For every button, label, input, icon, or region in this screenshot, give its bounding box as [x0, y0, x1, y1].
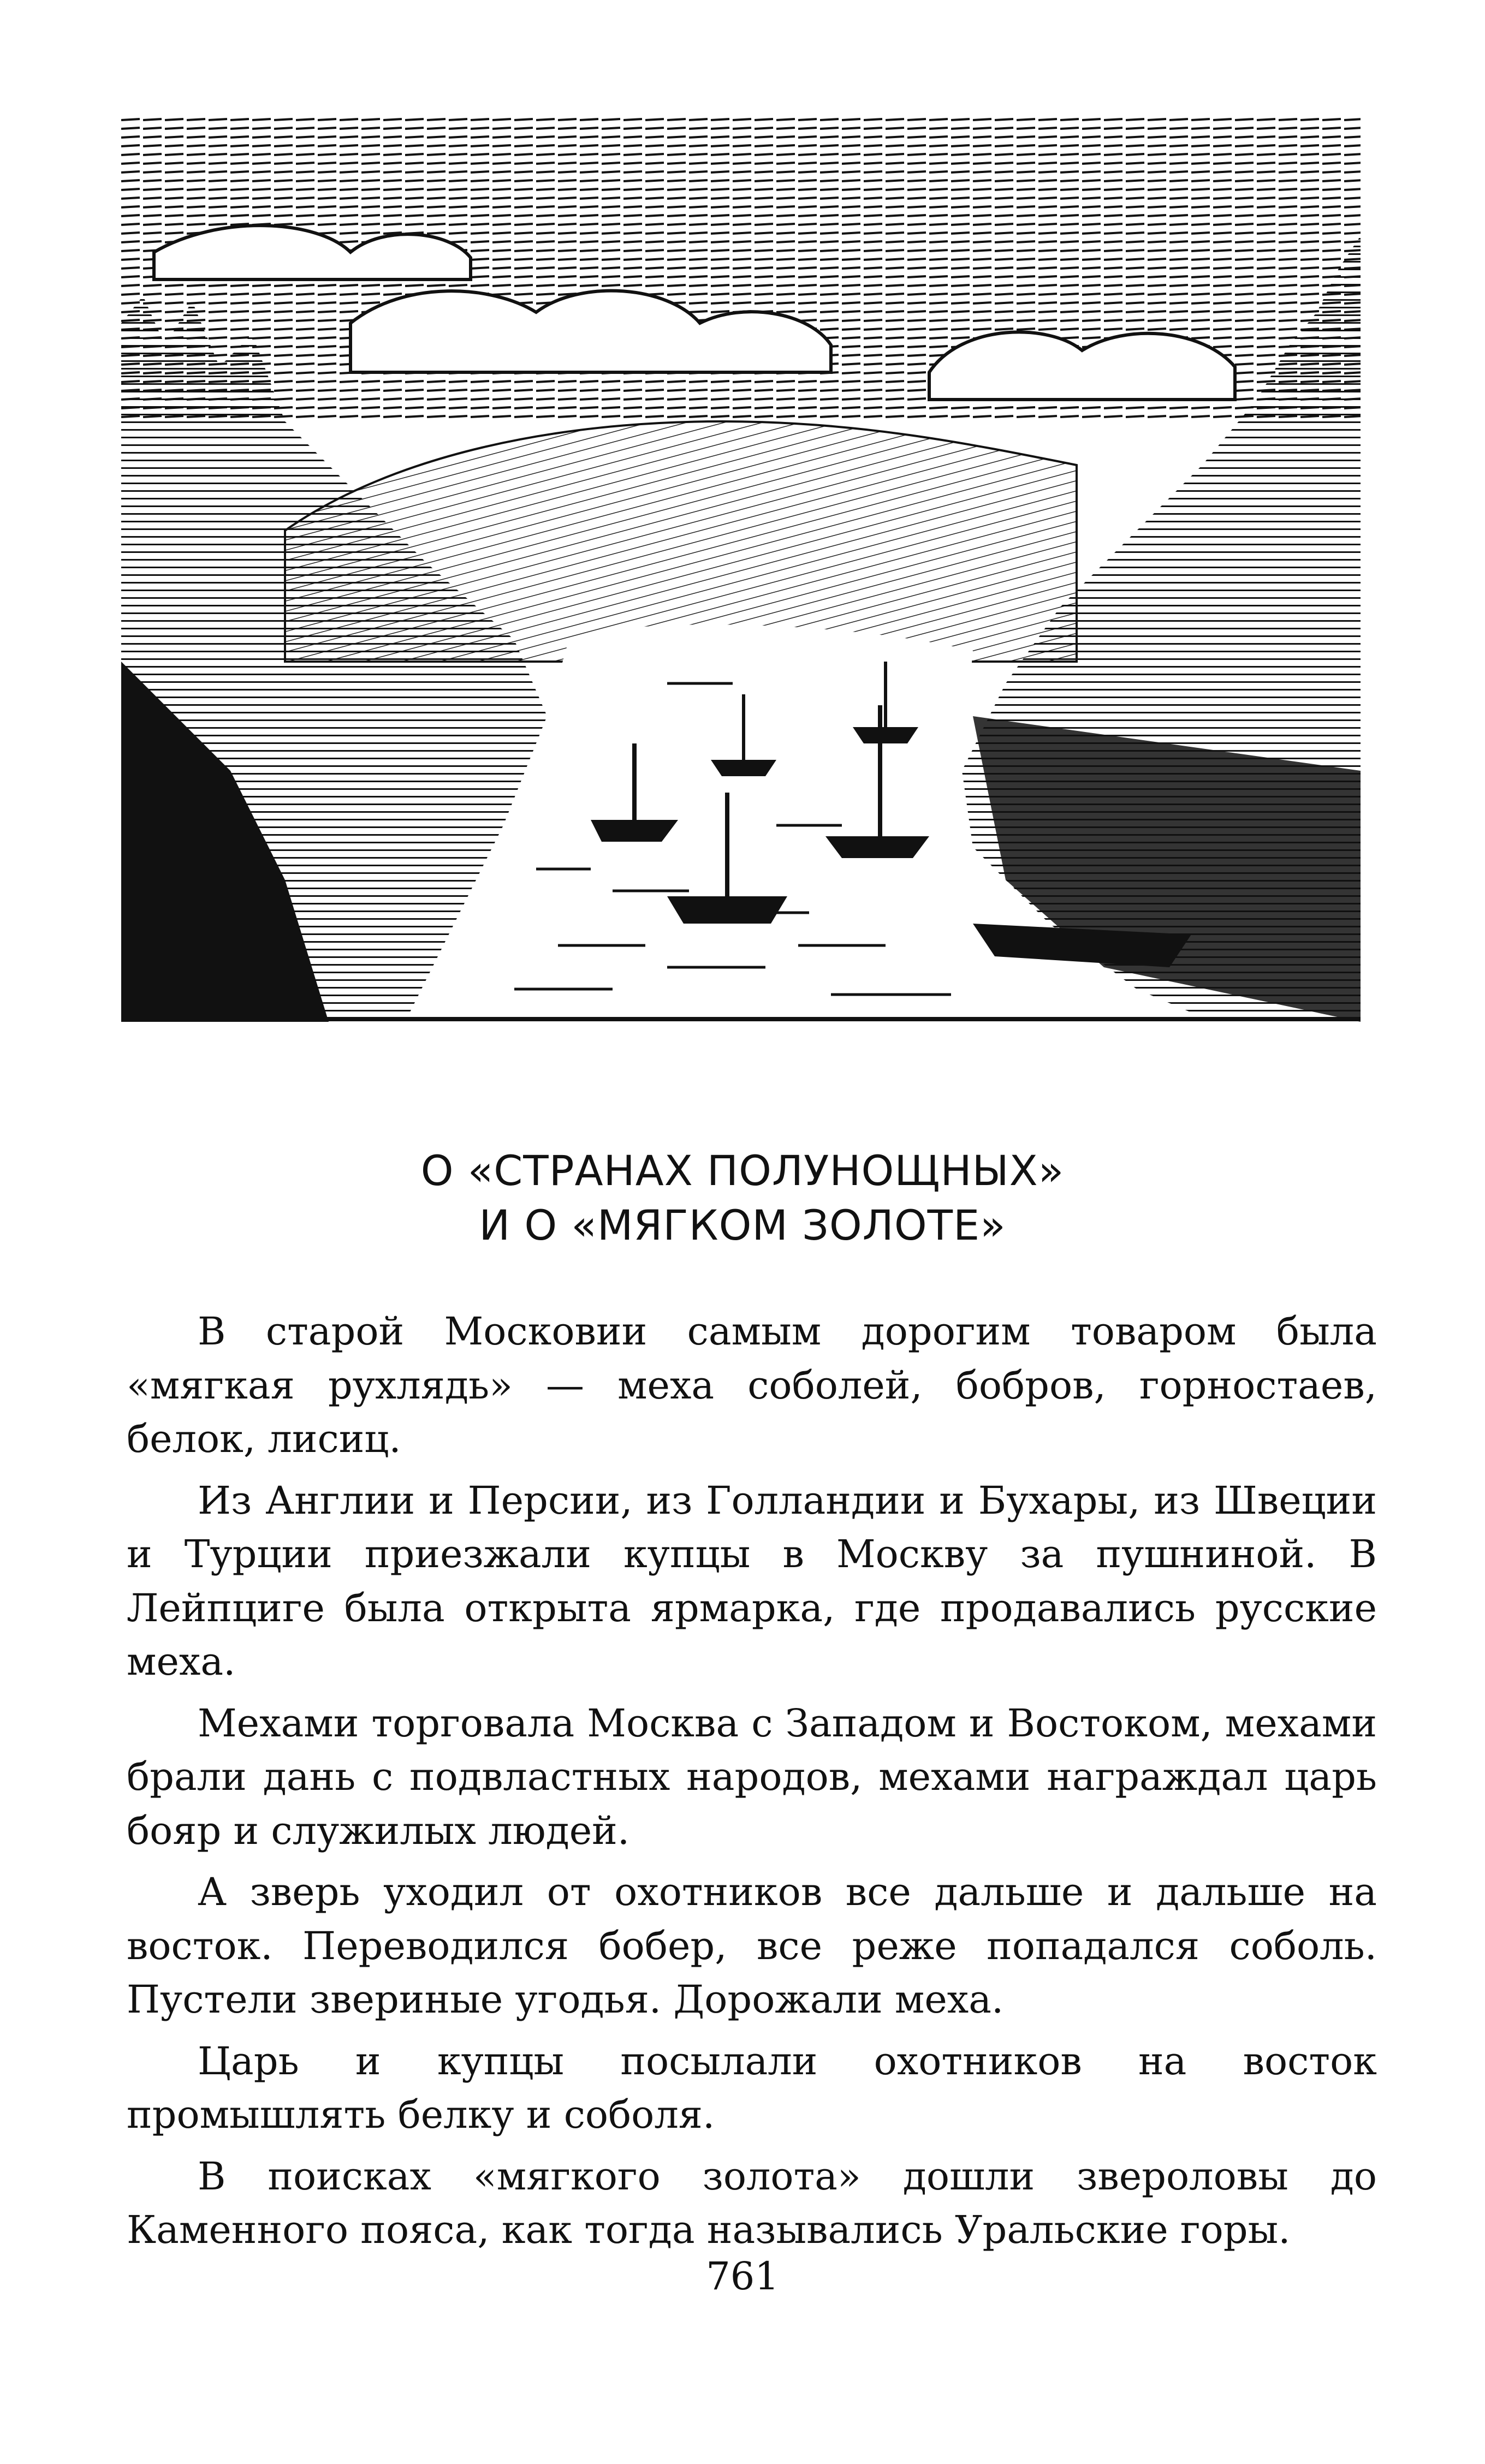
chapter-heading-line-1: О «СТРАНАХ ПОЛУНОЩНЫХ» [420, 1146, 1065, 1195]
paragraph: Мехами торговала Москва с Западом и Востоком, мехами брали дань с подвластных народов, мехами награждал царь бояр и служилых людей. [127, 1700, 1377, 1853]
chapter-heading [0, 1144, 1485, 1253]
chapter-body [127, 1305, 1377, 2265]
cloud [154, 225, 471, 279]
paragraph: Царь и купцы посылали охотников на восток промышлять белку и соболя. [127, 2038, 1377, 2137]
chapter-heading-line-2: И О «МЯГКОМ ЗОЛОТЕ» [479, 1201, 1006, 1249]
paragraph: В поисках «мягкого золота» дошли звероловы до Каменного пояса, как тогда назывались Уральские горы. [127, 2153, 1377, 2252]
paragraph: В старой Московии самым дорогим товаром была «мягкая рухлядь» — меха соболей, бобров, горностаев, белок, лисиц. [127, 1309, 1377, 1461]
engraving-illustration [121, 116, 1361, 1022]
paragraph: Из Англии и Персии, из Голландии и Бухары, из Швеции и Турции приезжали купцы в Москву за пушниной. В Лейпциге была открыта ярмарка, где продавались русские меха. [127, 1478, 1377, 1684]
river-landscape-drawing [121, 116, 1361, 1022]
page-number: 761 [706, 2254, 779, 2299]
paragraph: А зверь уходил от охотников все дальше и дальше на восток. Переводился бобер, все реже попадался соболь. Пустели звериные угодья. Дорожали меха. [127, 1870, 1377, 2022]
